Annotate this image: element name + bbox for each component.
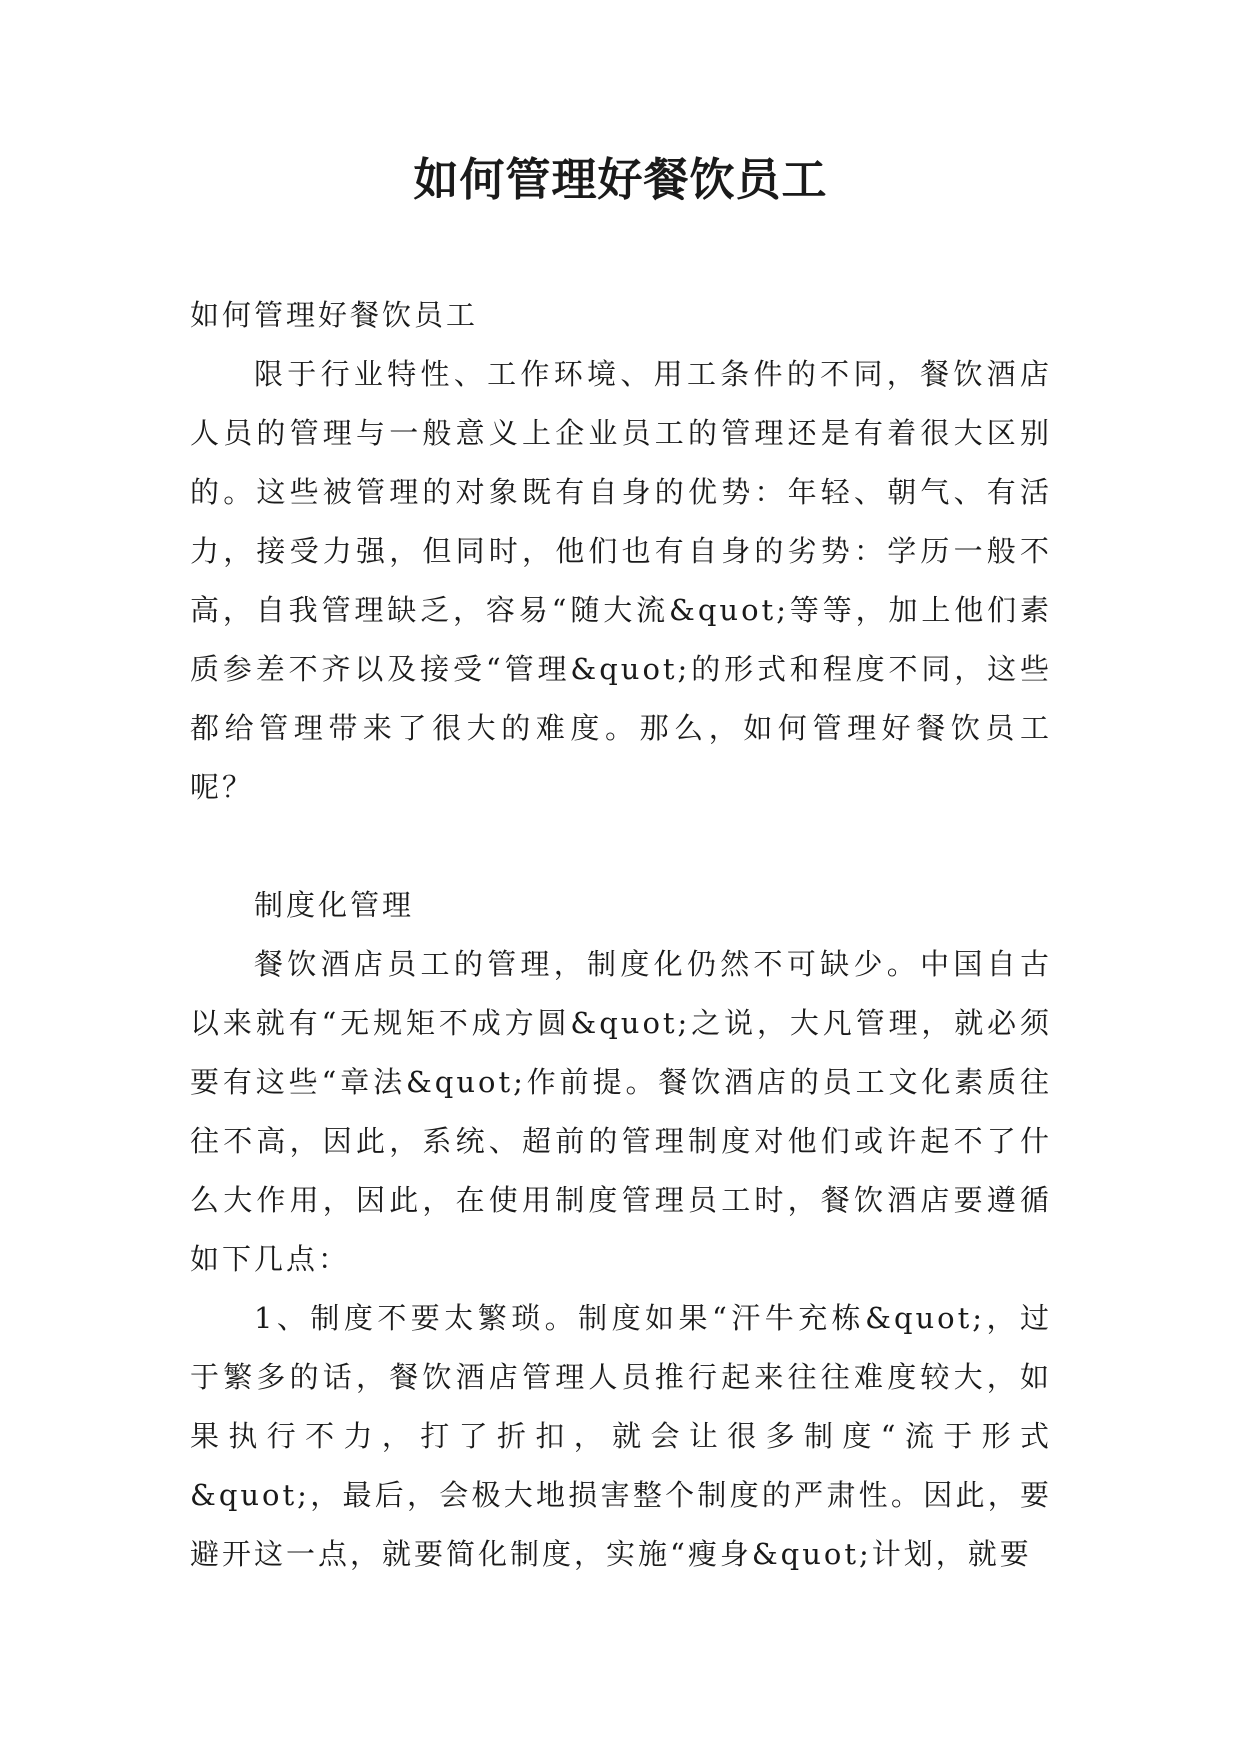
section-heading: 制度化管理 <box>254 888 415 922</box>
document-title: 如何管理好餐饮员工 <box>413 153 828 206</box>
point-1-paragraph: 1、制度不要太繁琐。制度如果“汗牛充栋&quot;，过于繁多的话，餐饮酒店管理人员推行起来往往难度较大，如果执行不力，打了折扣，就会让很多制度“流于形式&quot;，最后，会极大地损害整个制度的严肃性。因此，要避开这一点，就要简化制度，实施“瘦身&quot;计划，就要 <box>190 1301 1052 1571</box>
document-subtitle: 如何管理好餐饮员工 <box>190 298 479 332</box>
document-body <box>190 286 1052 1584</box>
paragraph-gap <box>190 817 1052 876</box>
intro-paragraph: 限于行业特性、工作环境、用工条件的不同，餐饮酒店人员的管理与一般意义上企业员工的管理还是有着很大区别的。这些被管理的对象既有自身的优势：年轻、朝气、有活力，接受力强，但同时，他们也有自身的劣势：学历一般不高，自我管理缺乏，容易“随大流&quot;等等，加上他们素质参差不齐以及接受“管理&quot;的形式和程度不同，这些都给管理带来了很大的难度。那么，如何管理好餐饮员工呢？ <box>190 357 1053 804</box>
section-paragraph: 餐饮酒店员工的管理，制度化仍然不可缺少。中国自古以来就有“无规矩不成方圆&quot;之说，大凡管理，就必须要有这些“章法&quot;作前提。餐饮酒店的员工文化素质往往不高，因此，系统、超前的管理制度对他们或许起不了什么大作用，因此，在使用制度管理员工时，餐饮酒店要遵循如下几点： <box>190 947 1053 1276</box>
